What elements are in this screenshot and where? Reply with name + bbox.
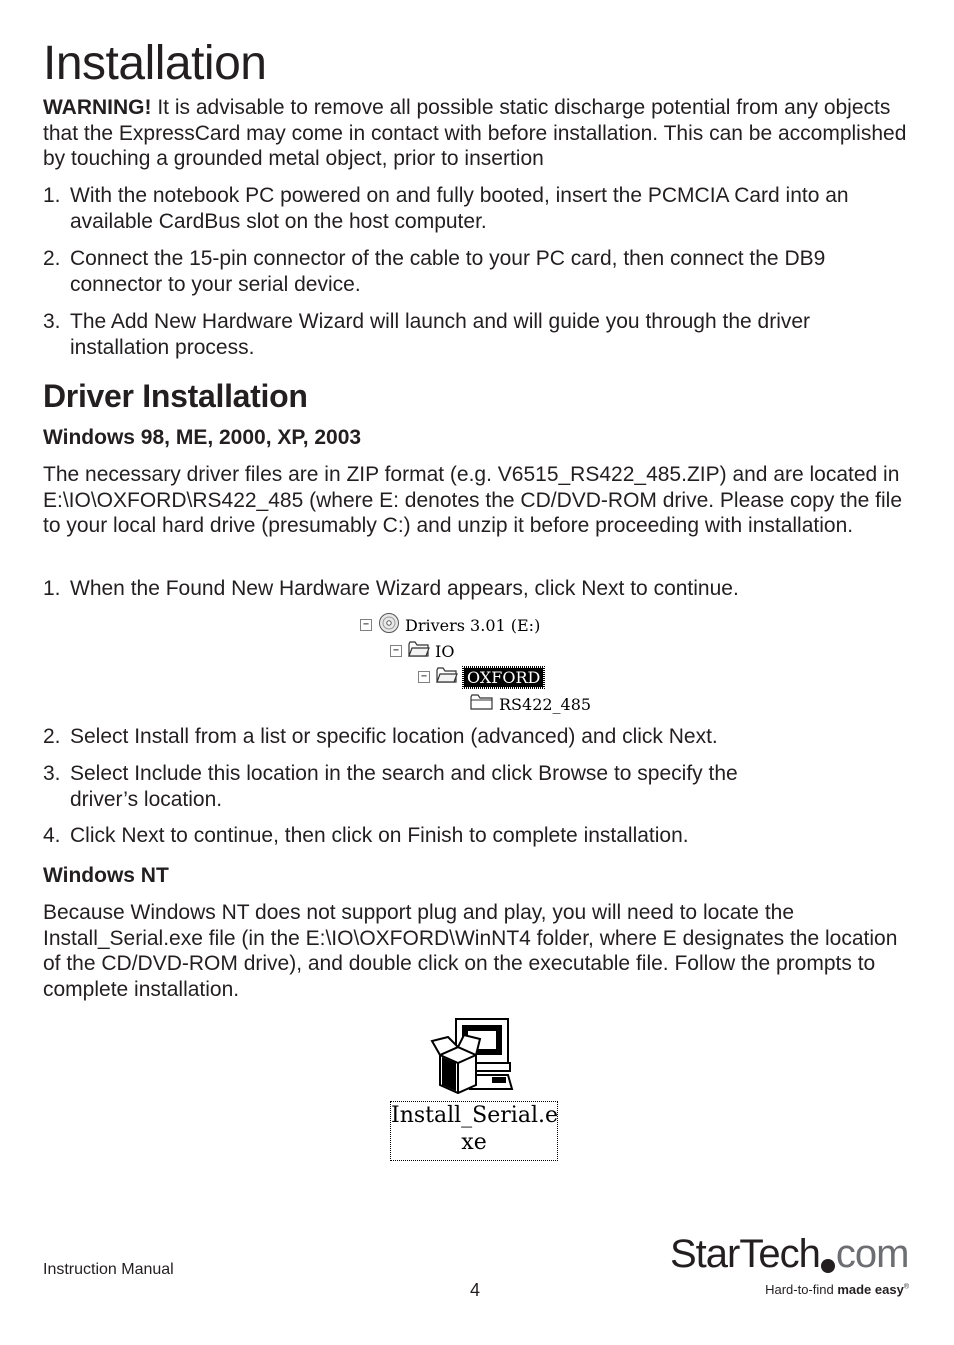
step-text: With the notebook PC powered on and fully booted, insert the PCMCIA Card into an available CardBus slot on the host computer. [70, 184, 849, 233]
step-number: 2. [43, 247, 61, 270]
windows-nt-heading: Windows NT [43, 864, 169, 887]
installer-label-line1: Install_Serial.e [391, 1103, 558, 1128]
folder-open-icon [436, 666, 458, 688]
tree-row-oxford [418, 666, 544, 688]
folder-label-selected: OXFORD [463, 667, 544, 688]
step-number: 1. [43, 577, 61, 600]
step-text: Select Install from a list or specific location (advanced) and click Next. [70, 725, 718, 748]
installer-label-line2: xe [461, 1130, 487, 1155]
step-text: Click Next to continue, then click on Finish to complete installation. [70, 824, 689, 847]
tagline-registered-mark: ® [903, 1283, 909, 1291]
collapse-icon: − [360, 619, 372, 631]
step-number: 1. [43, 184, 61, 207]
step-text: When the Found New Hardware Wizard appears, click Next to continue. [70, 577, 739, 600]
folder-label: IO [435, 641, 455, 661]
driver-step-3 [43, 761, 803, 812]
install-step-3 [43, 309, 913, 360]
collapse-icon: − [390, 645, 402, 657]
cd-drive-icon [378, 612, 400, 638]
warning-label: WARNING! [43, 96, 152, 119]
install-serial-exe-icon [388, 1015, 560, 1165]
driver-intro-paragraph: The necessary driver files are in ZIP format (e.g. V6515_RS422_485.ZIP) and are located in E:\IO\OXFORD\RS422_485 (where E: denotes the CD/DVD-ROM drive. Please copy the file to your local hard drive (presumably C:) and unzip it before proceeding with installation. [43, 463, 903, 538]
step-number: 3. [43, 310, 61, 333]
installer-file-label [390, 1101, 558, 1161]
step-text: Select Include this location in the search and click Browse to specify the driver’s location. [70, 762, 738, 811]
page-number: 4 [470, 1280, 481, 1300]
tree-row-rs422 [470, 693, 591, 715]
driver-step-1 [43, 576, 913, 602]
logo-dot-icon [821, 1259, 835, 1273]
folder-icon [470, 693, 494, 715]
driver-step-2 [43, 724, 913, 750]
tagline-bold: made easy [837, 1282, 904, 1297]
step-number: 2. [43, 725, 61, 748]
windows-nt-paragraph: Because Windows NT does not support plug and play, you will need to locate the Install_Serial.exe file (in the E:\IO\OXFORD\WinNT4 folder, where E designates the location of the CD/DVD-ROM drive), and double click on the executable file. Follow the prompts to complete installation. [43, 901, 898, 1001]
driver-installation-heading: Driver Installation [43, 378, 308, 414]
tree-row-io [390, 640, 454, 662]
installer-computer-icon [388, 1015, 560, 1097]
step-number: 3. [43, 762, 61, 785]
tree-row-drive [360, 614, 540, 636]
folder-tree-screenshot [352, 610, 598, 720]
step-text: Connect the 15-pin connector of the cable to your PC card, then connect the DB9 connector to your serial device. [70, 247, 826, 296]
startech-logo [670, 1232, 915, 1302]
logo-com-text: com [835, 1232, 909, 1276]
step-text: The Add New Hardware Wizard will launch and will guide you through the driver installation process. [70, 310, 811, 359]
step-number: 4. [43, 824, 61, 847]
install-step-2 [43, 246, 913, 297]
page-title: Installation [43, 37, 267, 90]
logo-wordmark [670, 1232, 908, 1277]
collapse-icon: − [418, 671, 430, 683]
tagline-plain: Hard-to-find [765, 1282, 838, 1297]
logo-brand-text: StarTech [670, 1232, 820, 1276]
folder-label: RS422_485 [499, 694, 592, 714]
install-step-1 [43, 183, 913, 234]
folder-open-icon [408, 640, 430, 662]
warning-paragraph [43, 95, 913, 172]
driver-step-4 [43, 823, 913, 849]
footer-manual-label: Instruction Manual [43, 1261, 174, 1278]
drive-label: Drivers 3.01 (E:) [405, 615, 541, 635]
windows-98-heading: Windows 98, ME, 2000, XP, 2003 [43, 426, 362, 449]
logo-tagline [765, 1282, 909, 1297]
warning-text: It is advisable to remove all possible static discharge potential from any objects that the ExpressCard may come in contact with before installation. This can be accomplished by touching a grounded metal object, prior to insertion [43, 96, 907, 171]
